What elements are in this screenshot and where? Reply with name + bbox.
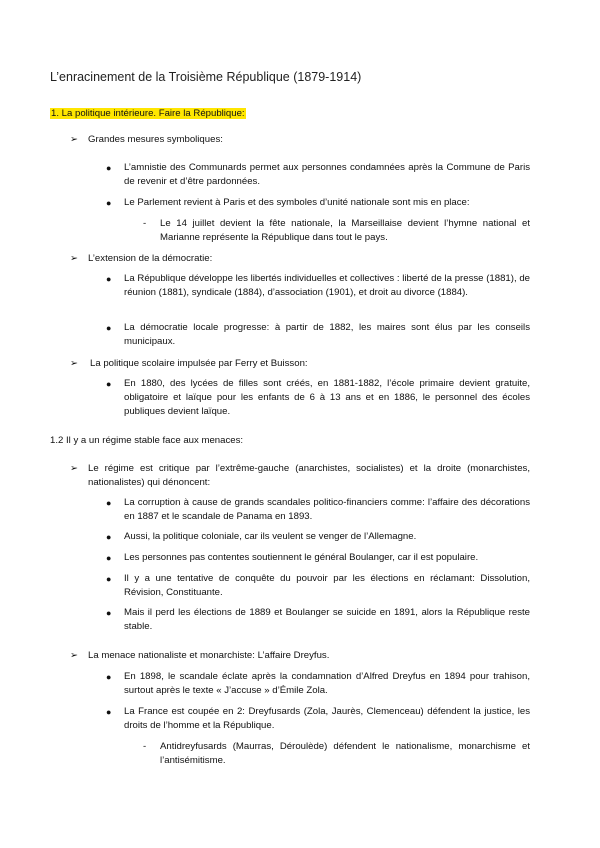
bullet-democratie-locale: La démocratie locale progresse: à partir de 1882, les maires sont élus par les conseils municipaux. [124,322,530,347]
bullet-dot-icon: ● [106,379,112,389]
dash-bullet-icon: - [143,741,147,752]
bullet-amnistie: L’amnistie des Communards permet aux personnes condamnées après la Commune de Paris de revenir et d’être pardonnées. [124,162,530,187]
bullet-dot-icon: ● [106,707,112,717]
bullet-dot-icon: ● [106,498,112,508]
bullet-dot-icon: ● [106,274,112,284]
bullet-elections-1889: Mais il perd les élections de 1889 et Boulanger se suicide en 1891, alors la République reste stable. [124,607,530,632]
bullet-dot-icon: ● [106,163,112,173]
arrow-bullet-icon: ➢ [70,134,79,145]
arrow-bullet-icon: ➢ [70,463,79,474]
bullet-dot-icon: ● [106,608,112,618]
arrow-bullet-icon: ➢ [70,358,79,369]
section-heading-2: 1.2 Il y a un régime stable face aux menaces: [50,435,244,446]
bullet-ecole: En 1880, des lycées de filles sont créés, en 1881-1882, l’école primaire devient gratuite, obligatoire et laïque pour les enfants de 6 à 13 ans et en 1886, le personnel des écoles publiques devient laïque. [124,378,530,417]
bullet-dot-icon: ● [106,672,112,682]
bullet-dot-icon: ● [106,574,112,584]
page-title: L’enracinement de la Troisième République (1879-1914) [50,70,362,84]
section-heading-1: 1. La politique intérieure. Faire la République: [51,108,245,119]
sub-item-antidreyfusards: Antidreyfusards (Maurras, Déroulède) défendent le nationalisme, monarchisme et l’antisémitisme. [160,741,530,766]
group-heading-regime-critique-text: Le régime est critique par l’extrême-gauche (anarchistes, socialistes) et la droite (monarchistes, nationalistes) qui dénoncent: [88,463,530,488]
arrow-bullet-icon: ➢ [70,253,79,264]
bullet-scandale-1898: En 1898, le scandale éclate après la condamnation d’Alfred Dreyfus en 1894 pour trahison, surtout après le texte « J’accuse » d’Émile Zola. [124,671,530,696]
bullet-politique-coloniale: Aussi, la politique coloniale, car ils veulent se venger de l’Allemagne. [124,531,417,542]
bullet-dot-icon: ● [106,532,112,542]
document-page: L’enracinement de la Troisième République (1879-1914) 1. La politique intérieure. Faire la République: ➢ Grandes mesures symboliques: ● L’amnistie des Communards permet aux personnes condamnées après la Commune de Paris de revenir et d’être pardonnées. ● Le Parlement revient à Paris et des symboles d’unité nationale sont mis en place: - Le 14 juillet devient la fête nationale, la Marseillaise devient l’hymne national et Marianne représente la République dans tout le pays. ➢ L’extension de la démocratie: ● La République développe les libertés individuelles et collectives : liberté de la presse (1881), de réunion (1881), syndicale (1884), d’association (1901), et droit au divorce (1884). ● La démocratie locale progresse: à partir de 1882, les maires sont élus par les conseils municipaux. ➢ La politique scolaire impulsée par Ferry et Buisson: ● En 1880, des lycées de filles sont créés, en 1881-1882, l’école primaire devient gratuite, obligatoire et laïque pour les enfants de 6 à 13 ans et en 1886, le personnel des écoles publiques devient laïque. 1.2 Il y a un régime stable face aux menaces: ➢ Le régime est critique par l’extrême-gauche (anarchistes, socialistes) et la droite (monarchistes, nationalistes) qui dénoncent: ● La corruption à cause de grands scandales politico-financiers comme: l’affaire des décorations en 1887 et le scandale de Panama en 1893. ● Aussi, la politique coloniale, car ils veulent se venger de l’Allemagne. ● Les personnes pas contentes soutiennent le général Boulanger, car il est populaire. ● Il y a une tentative de conquête du pouvoir par les élections en réclamant: Dissolution, Révision, Constituante. ● Mais il perd les élections de 1889 et Boulanger se suicide en 1891, alors la République reste stable. ➢ La menace nationaliste et monarchiste: L’affaire Dreyfus. ● En 1898, le scandale éclate après la condamnation d’Alfred Dreyfus en 1894 pour trahison, surtout après le texte « J’accuse » d’Émile Zola. ● La France est coupée en 2: Dreyfusards (Zola, Jaurès, Clemenceau) défendent la justice, les droits de l’homme et la République. - Antidreyfusards (Maurras, Déroulède) défendent le nationalisme, monarchisme et l’antisémitisme. [50,70,530,766]
sub-item-14-juillet: Le 14 juillet devient la fête nationale, la Marseillaise devient l’hymne national et Marianne représente la République dans tout le pays. [160,218,530,243]
dash-bullet-icon: - [143,218,147,229]
bullet-dot-icon: ● [106,198,112,208]
bullet-dreyfusards: La France est coupée en 2: Dreyfusards (Zola, Jaurès, Clemenceau) défendent la justice, les droits de l’homme et la République. [124,706,530,731]
bullet-corruption: La corruption à cause de grands scandales politico-financiers comme: l’affaire des décorations en 1887 et le scandale de Panama en 1893. [124,497,530,522]
bullet-dot-icon: ● [106,553,112,563]
bullet-libertes: La République développe les libertés individuelles et collectives : liberté de la presse (1881), de réunion (1881), syndicale (1884), d’association (1901), et droit au divorce (1884). [124,273,530,298]
bullet-tentative: Il y a une tentative de conquête du pouvoir par les élections en réclamant: Dissolution, Révision, Constituante. [124,573,530,598]
bullet-dot-icon: ● [106,323,112,333]
bullet-boulanger: Les personnes pas contentes soutiennent le général Boulanger, car il est populaire. [124,552,479,563]
arrow-bullet-icon: ➢ [70,650,79,661]
bullet-parlement: Le Parlement revient à Paris et des symboles d’unité nationale sont mis en place: [124,197,470,208]
